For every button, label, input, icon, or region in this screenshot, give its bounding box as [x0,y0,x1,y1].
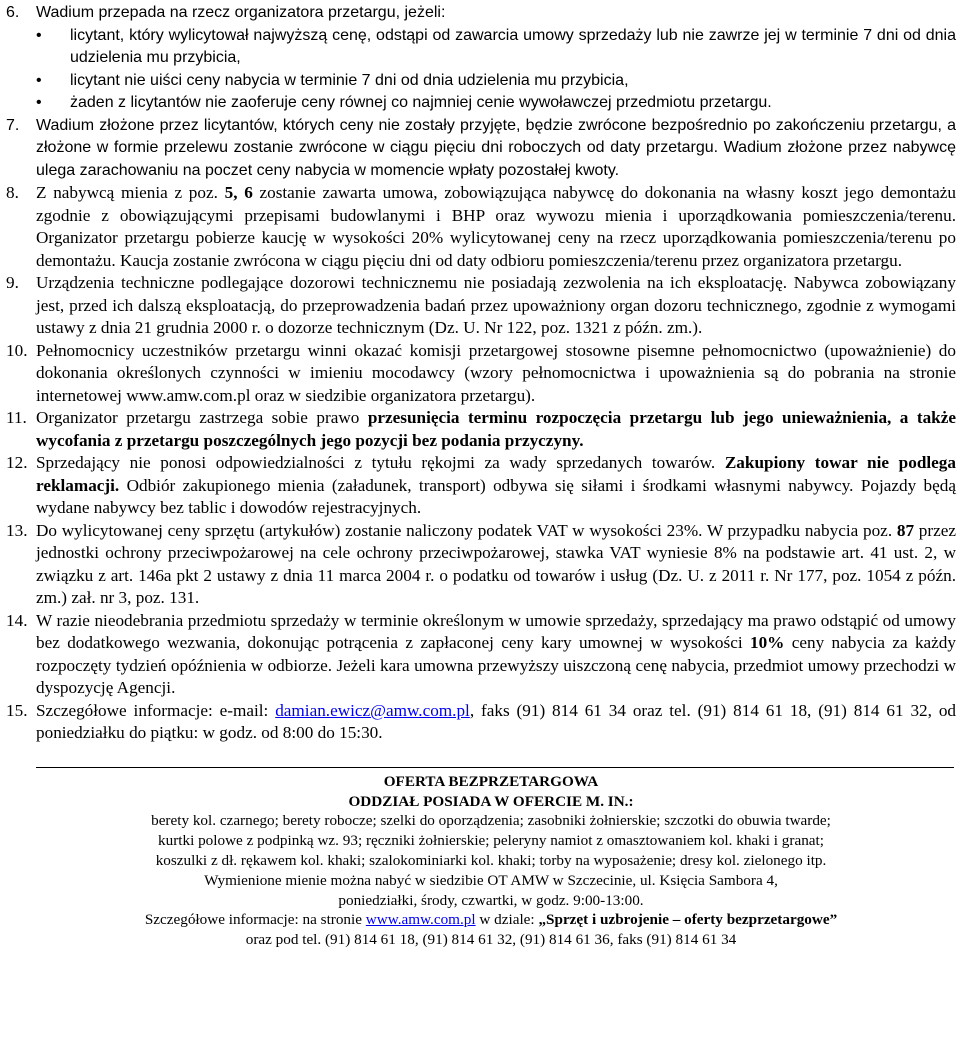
offer-line: poniedziałki, środy, czwartki, w godz. 9:00-13:00. [338,891,644,909]
section-number: 7. [6,116,20,134]
offer-line: Wymienione mienie można nabyć w siedzibie OT AMW w Szczecinie, ul. Księcia Sambora 4, [204,871,778,889]
email-link[interactable]: damian.ewicz@amw.com.pl [275,700,470,720]
forfeit-conditions-list [6,25,956,115]
section-text: Szczegółowe informacje: e-mail: damian.ewicz@amw.com.pl, faks (91) 814 61 34 oraz tel. (91) 814 61 18, (91) 814 61 32, od poniedziałku do piątku: w godz. od 8:00 do 15:30. [36,700,957,743]
section-number: 12. [6,453,28,473]
section-number: 15. [6,700,28,720]
divider [36,767,954,768]
offer-line: Szczegółowe informacje: na stronie www.amw.com.pl w dziale: „Sprzęt i uzbrojenie – oferty bezprzetargowe” [144,911,838,929]
section-text: Wadium przepada na rzecz organizatora przetargu, jeżeli: [36,4,446,21]
section-10 [6,340,956,408]
section-number: 10. [6,340,28,360]
bullet-icon: • [36,94,42,112]
section-14 [6,610,956,700]
website-link[interactable]: www.amw.com.pl [365,911,476,929]
section-text: Organizator przetargu zastrzega sobie prawo przesunięcia terminu rozpoczęcia przetargu lub jego unieważnienia, a także wycofania z przetargu poszczególnych jego pozycji bez podania przyczyny. [36,408,956,450]
offer-line: kurtki polowe z podpinką wz. 93; ręczniki żołnierskie; peleryny namiot z omasztowaniem kol. khaki i granat; [158,832,824,850]
bullet-icon: • [36,71,42,89]
section-number: 8. [6,183,19,203]
offer-title: OFERTA BEZPRZETARGOWA [383,772,599,790]
section-7 [6,115,956,183]
section-number: 6. [6,4,20,21]
section-number: 9. [6,273,19,293]
section-text: Urządzenia techniczne podlegające dozorowi technicznemu nie posiadają zezwolenia na ich eksploatację. Nabywca zobowiązany jest, przed ich dalszą eksploatacją, do przeprowadzenia badań przez upoważniony organ dozoru technicznego, zgodnie z wymogami ustawy z dnia 21 grudnia 2000 r. o dozorze technicznym (Dz. U. Nr 122, poz. 1321 z późn. zm.). [36,273,956,338]
section-8 [6,182,956,272]
section-15 [6,700,956,745]
offer-line: berety kol. czarnego; berety robocze; szelki do oporządzenia; zasobniki żołnierskie; szczotki do obuwia twarde; [151,812,831,830]
list-item: • żaden z licytantów nie zaoferuje ceny równej co najmniej cenie wywoławczej przedmiotu przetargu. [36,92,956,115]
offer-subtitle: ODDZIAŁ POSIADA W OFERCIE M. IN.: [348,792,634,810]
section-text: Sprzedający nie ponosi odpowiedzialności z tytułu rękojmi za wady sprzedanych towarów. Zakupiony towar nie podlega reklamacji. Odbiór zakupionego mienia (załadunek, transport) odbywa się siłami i środkami własnymi nabywcy. Pojazdy będą wydane nabywcy bez tablic i dowodów rejestracyjnych. [36,453,956,518]
section-12 [6,452,956,520]
offer-line: oraz pod tel. (91) 814 61 18, (91) 814 61 32, (91) 814 61 36, faks (91) 814 61 34 [245,931,737,949]
section-number: 11. [6,408,27,428]
section-text: Pełnomocnicy uczestników przetargu winni okazać komisji przetargowej stosowne pisemne pełnomocnictwo (upoważnienie) do dokonania określonych czynności w imieniu mocodawcy (wzory pełnomocnictwa i upoważnienia są do pobrania na stronie internetowej www.amw.com.pl oraz w siedzibie organizatora przetargu). [36,340,956,405]
list-item: • licytant, który wylicytował najwyższą cenę, odstąpi od zawarcia umowy sprzedaży lub nie zawrze jej w terminie 7 dni od dnia udzielenia mu przybicia, [36,25,956,70]
offer-line: koszulki z dł. rękawem kol. khaki; szalokominiarki kol. khaki; torby na wyposażenie; dresy kol. zielonego itp. [155,852,827,870]
section-9 [6,272,956,340]
list-item: • licytant nie uiści ceny nabycia w terminie 7 dni od dnia udzielenia mu przybicia, [36,70,956,93]
section-text: W razie nieodebrania przedmiotu sprzedaży w terminie określonym w umowie sprzedaży, sprzedający ma prawo odstąpić od umowy bez dodatkowego wezwania, dokonując potrącenia z zapłaconej ceny kary umownej w wysokości 10% ceny nabycia za każdy rozpoczęty tydzień opóźnienia w odbiorze. Jeżeli kara umowna przewyższy uiszczoną cenę nabycia, przedmiot umowy przechodzi w dyspozycję Agencji. [36,610,956,698]
section-6 [6,2,956,25]
section-text: Do wylicytowanej ceny sprzętu (artykułów) zostanie naliczony podatek VAT w wysokości 23%. W przypadku nabycia poz. 87 przez jednostki ochrony przeciwpożarowej na cele ochrony przeciwpożarowej, stawka VAT wyniesie 8% na podstawie art. 41 ust. 2, w związku z art. 146a pkt 2 ustawy z dnia 11 marca 2004 r. o podatku od towarów i usług (Dz. U. z 2011 r. Nr 177, poz. 1054 z późn. zm.) zał. nr 3, poz. 131. [36,520,956,608]
section-text: Z nabywcą mienia z poz. 5, 6 zostanie zawarta umowa, zobowiązująca nabywcę do dokonania na własny koszt jego demontażu zgodnie z obowiązującymi przepisami budowlanymi i BHP oraz wywozu mienia i uporządkowania pomieszczenia/terenu. Organizator przetargu pobierze kaucję w wysokości 20% wylicytowanej ceny na rzecz uporządkowania pomieszczenia/terenu po demontażu. Kaucja zostanie zwrócona w ciągu pięciu dni od daty odbioru pomieszczenia/terenu przez organizatora przetargu. [36,183,957,270]
section-number: 13. [6,520,28,540]
offer-box [6,772,956,950]
section-text: Wadium złożone przez licytantów, których ceny nie zostały przyjęte, będzie zwrócone bezpośrednio po zakończeniu przetargu, a złożone w formie przelewu zostanie zwrócone w ciągu pięciu dni roboczych od daty przetargu. Wadium złożone przez nabywcę ulega zarachowaniu na poczet ceny nabycia w momencie wpłaty pozostałej kwoty. [36,116,956,179]
bullet-icon: • [36,26,42,44]
section-13 [6,520,956,610]
section-11 [6,407,956,452]
section-number: 14. [6,610,28,630]
